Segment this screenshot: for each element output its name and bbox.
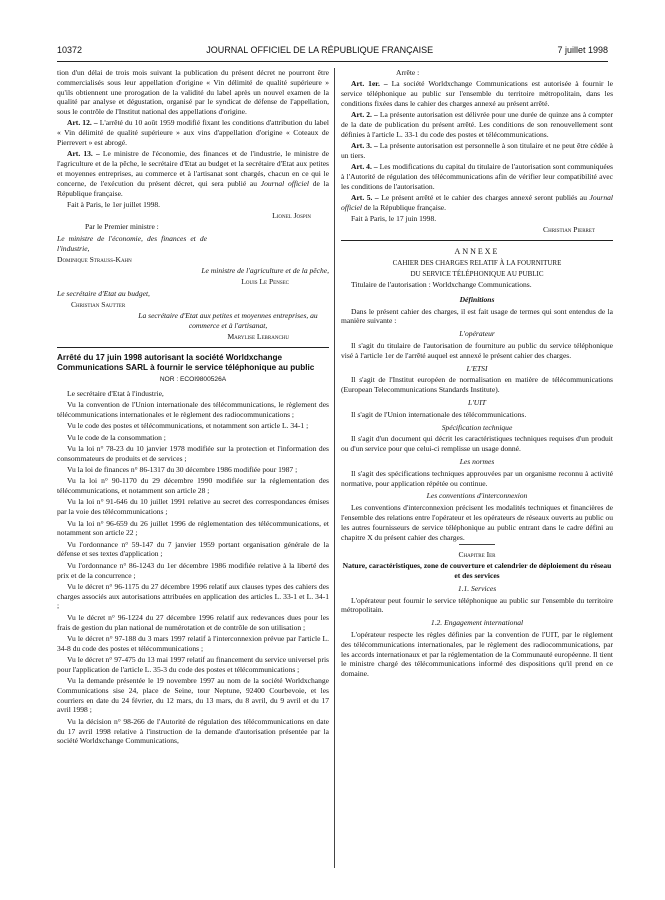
chapter-label: Chapitre Ier xyxy=(458,550,496,560)
min-eco-title: Le ministre de l'économie, des finances et de l'industrie, xyxy=(57,233,207,253)
considerant: Vu la loi n° 90-1170 du 29 décembre 1990 modifiée sur la réglementation des télécommunications, et notamment son article 28 ; xyxy=(57,476,329,496)
article-1 xyxy=(341,79,613,108)
page-number: 10372 xyxy=(57,45,83,55)
considerant: Vu la demande présentée le 19 novembre 1997 au nom de la société Worldxchange Communications sise 24, place de Seine, tour Neptune, 92400 Courbevoie, et les courriers en date du 24 février, du 12 mars, du 13 mars, du 8 avril, du 9 avril et du 17 avril 1998 ; xyxy=(57,676,329,715)
considerant: Vu l'ordonnance n° 59-147 du 7 janvier 1959 portant organisation générale de la défense et ses textes d'application ; xyxy=(57,539,329,559)
section-rule xyxy=(57,347,329,348)
considerant: Vu l'ordonnance n° 86-1243 du 1er décembre 1986 modifiée relative à la liberté des prix et de la concurrence ; xyxy=(57,560,329,580)
journal-title: JOURNAL OFFICIEL DE LA RÉPUBLIQUE FRANÇAISE xyxy=(206,45,434,55)
considerant: Vu le décret n° 96-1175 du 27 décembre 1996 relatif aux clauses types des cahiers des charges associés aux autorisations attribuées en application des articles L. 33-1 et L. 34-1 ; xyxy=(57,581,329,611)
term-heading: Spécification technique xyxy=(441,422,513,432)
column-divider xyxy=(334,68,335,868)
article-3 xyxy=(341,141,613,161)
intro-paragraph: tion d'un délai de trois mois suivant la publication du présent décret ne pourront être commercialisés sous leur appellation d'origine « Vin délimité de qualité supérieure » qu'ils obtiennent une prorogation de la validité du label après un nouvel examen de la qualité par analyse et dégustation, organisé par le syndicat de défense de l'appellation, sous le contrôle de l'Institut national des appellations d'origine. xyxy=(57,68,329,117)
considerant: Vu la loi n° 96-659 du 26 juillet 1996 de réglementation des télécommunications, et notamment son article 22 ; xyxy=(57,518,329,538)
signer-pm: Lionel Jospin xyxy=(272,211,311,221)
nor-reference: NOR : ECOI9800526A xyxy=(159,376,227,384)
article-5-end: de la République française. xyxy=(363,202,447,212)
term-heading: L'ETSI xyxy=(466,363,488,373)
article-1-label: Art. 1er. – xyxy=(351,79,388,89)
considerant: Vu le code des postes et télécommunications, et notamment son article L. 34-1 ; xyxy=(67,421,309,431)
cahier-title-line2: DU SERVICE TÉLÉPHONIQUE AU PUBLIC xyxy=(410,269,544,278)
article-5 xyxy=(341,193,613,213)
article-2-label: Art. 2. – xyxy=(351,110,378,120)
signer-minister: Christian Pierret xyxy=(543,225,595,235)
considerant: Vu la décision n° 98-266 de l'Autorité de régulation des télécommunications en date du 17 avril 1998 relative à l'instruction de la demande d'autorisation présentée par la société Worldxchange Communications, xyxy=(57,716,329,746)
sec-budget-title: Le secrétaire d'Etat au budget, xyxy=(57,288,150,298)
considerant: Le secrétaire d'Etat à l'industrie, xyxy=(67,389,164,399)
term-definition: Il s'agit d'un document qui décrit les caractéristiques techniques requises d'un produit ou d'un service pour que celui-ci remplisse un usage donné. xyxy=(341,434,613,454)
sec-pme-name: Marylise Lebranchu xyxy=(227,332,289,342)
article-5-text: Le présent arrêté et le cahier des charges annexé seront publiés au xyxy=(381,193,587,203)
annex-rule xyxy=(341,240,613,241)
article-4 xyxy=(341,162,613,191)
article-13 xyxy=(57,149,329,198)
section-1-2-heading: 1.2. Engagement international xyxy=(430,618,524,628)
article-2-text: La présente autorisation est délivrée pour une durée de quinze ans à compter de la date de publication du présent arrêté. Les conditions de son renouvellement sont définies à l'article L. 33-1 du code des postes et télécommunications. xyxy=(341,110,613,139)
section-1-2-text: L'opérateur respecte les règles définies par la convention de l'UIT, par le règlement des télécommunications internationales, par le règlement des radiocommunications, par les accords internationaux et par la réglementation de la Communauté européenne. Il tient le ministre chargé des télécommunications informé des dispositions qu'il prend en ce domaine. xyxy=(341,629,613,679)
min-eco-name: Dominique Strauss-Kahn xyxy=(57,254,132,264)
term-definition: Il s'agit du titulaire de l'autorisation de fourniture au public du service téléphonique visé à l'article 1er de l'arrêté auquel est annexé le présent cahier des charges. xyxy=(341,341,613,360)
article-2 xyxy=(341,110,613,139)
term-heading: Les conventions d'interconnexion xyxy=(426,491,528,501)
considerant: Vu le décret n° 97-475 du 13 mai 1997 relatif au financement du service universel pris pour l'application de l'article L. 35-3 du code des postes et télécommunications ; xyxy=(57,654,329,674)
page-header xyxy=(57,42,608,58)
article-13-end: de la République française. xyxy=(57,178,329,198)
article-13-label: Art. 13. – xyxy=(67,149,100,159)
article-12-label: Art. 12. – xyxy=(67,118,98,128)
decree-title: Arrêté du 17 juin 1998 autorisant la société Worldxchange Communications SARL à fournir le service téléphonique au public xyxy=(57,353,315,373)
considerant: Vu le décret n° 97-188 du 3 mars 1997 relatif à l'interconnexion prévue par l'article L. 34-8 du code des postes et télécommunications ; xyxy=(57,633,329,653)
article-4-text: Les modifications du capital du titulaire de l'autorisation sont communiquées à l'Autorité de régulation des télécommunications afin de vérifier leur compatibilité avec les conditions de l'autorisation. xyxy=(341,162,613,191)
article-12 xyxy=(57,118,329,147)
definitions-heading: Définitions xyxy=(459,294,495,304)
term-definition: Il s'agit de l'Union internationale des télécommunications. xyxy=(351,409,527,419)
arrete-heading: Arrête : xyxy=(396,68,420,77)
sec-pme-title: La secrétaire d'Etat aux petites et moyennes entreprises, au commerce et à l'artisanat, xyxy=(138,311,318,331)
left-column xyxy=(57,68,329,748)
chapter-title: Nature, caractéristiques, zone de couverture et calendrier de déploiement du réseau et des services xyxy=(342,561,612,580)
article-12-text: L'arrêté du 10 août 1959 modifié fixant les conditions d'attribution du label « Vin délimité de qualité supérieure » aux vins d'appellation d'origine « Coteaux de Pierrevert » est abrogé. xyxy=(57,118,330,148)
chapter-rule xyxy=(459,544,495,545)
considerant: Vu le code de la consommation ; xyxy=(67,432,166,442)
considerants-list xyxy=(57,389,329,746)
annex-heading: ANNEXE xyxy=(454,247,500,257)
definitions-intro: Dans le présent cahier des charges, il est fait usage de termes qui sont entendus de la manière suivante : xyxy=(341,306,613,326)
right-column xyxy=(341,68,613,680)
min-agri-title: Le ministre de l'agriculture et de la pêche, xyxy=(201,266,329,276)
article-4-label: Art. 4. – xyxy=(351,162,378,172)
article-3-label: Art. 3. – xyxy=(351,141,378,151)
considerant: Vu le décret n° 96-1224 du 27 décembre 1996 relatif aux redevances dues pour les frais de gestion du plan national de numérotation et de contrôle de son utilisation ; xyxy=(57,612,329,632)
min-agri-name: Louis Le Pensec xyxy=(241,277,289,287)
header-rule xyxy=(57,61,608,62)
article-5-label: Art. 5. – xyxy=(351,193,379,203)
article-3-text: La présente autorisation est personnelle à son titulaire et ne peut être cédée à un tiers. xyxy=(341,141,613,160)
term-definition: Les conventions d'interconnexion précisent les modalités techniques et financières de l'ensemble des relations entre l'opérateur et les opérateurs de réseaux ouverts au public ou les autres fournisseurs de service téléphonique au public entrant dans le cadre défini au chapitre X du présent cahier des charges. xyxy=(341,503,613,542)
considerant: Vu la loi de finances n° 86-1317 du 30 décembre 1986 modifiée pour 1987 ; xyxy=(67,465,298,475)
par-pm: Par le Premier ministre : xyxy=(85,222,159,232)
article-13-journal: Journal officiel xyxy=(260,178,309,188)
article-5-journal: Journal officiel xyxy=(341,193,613,212)
issue-date: 7 juillet 1998 xyxy=(557,45,608,55)
article-1-text: La société Worldxchange Communications est autorisée à fournir le service téléphonique au public sur l'ensemble du territoire métropolitain, dans les conditions fixées dans le cahier des charges annexé au présent arrêté. xyxy=(341,79,613,108)
section-1-1-heading: 1.1. Services xyxy=(457,583,497,593)
considerant: Vu la loi n° 78-23 du 10 janvier 1978 modifiée sur la protection et l'information des consommateurs de produits et de services ; xyxy=(57,444,329,463)
considerant: Vu la loi n° 91-646 du 10 juillet 1991 relative au secret des correspondances émises par la voie des télécommunications ; xyxy=(57,497,329,517)
article-13-text: Le ministre de l'économie, des finances et de l'industrie, le ministre de l'agriculture et de la pêche, le secrétaire d'Etat au budget et la secrétaire d'Etat aux petites et moyennes entreprises, au commerce et à l'artisanat sont chargés, chacun en ce qui le concerne, de l'exécution du présent décret, qui sera publié au xyxy=(57,149,329,188)
considerant: Vu la convention de l'Union internationale des télécommunications, le règlement des télécommunications internationales et le règlement des radiocommunications ; xyxy=(57,400,329,420)
done-at-paris: Fait à Paris, le 1er juillet 1998. xyxy=(67,199,161,209)
section-1-1-text: L'opérateur peut fournir le service téléphonique au public sur l'ensemble du territoire métropolitain. xyxy=(341,595,613,615)
term-heading: Les normes xyxy=(459,457,495,466)
sec-budget-name: Christian Sautter xyxy=(71,300,126,310)
term-definition: Il s'agit des spécifications techniques approuvées par un organisme reconnu à activité normative, pour application répétée ou continue. xyxy=(341,468,613,488)
cahier-title-line1: CAHIER DES CHARGES RELATIF À LA FOURNITURE xyxy=(392,259,562,268)
term-heading: L'opérateur xyxy=(459,329,495,339)
term-definition: Il s'agit de l'Institut européen de normalisation en matière de télécommunications (European Telecommunications Standards Institute). xyxy=(341,375,613,395)
done-at-paris-right: Fait à Paris, le 17 juin 1998. xyxy=(351,214,437,224)
term-heading: L'UIT xyxy=(468,398,486,408)
titulaire: Titulaire de l'autorisation : Worldxchange Communications. xyxy=(351,280,532,290)
